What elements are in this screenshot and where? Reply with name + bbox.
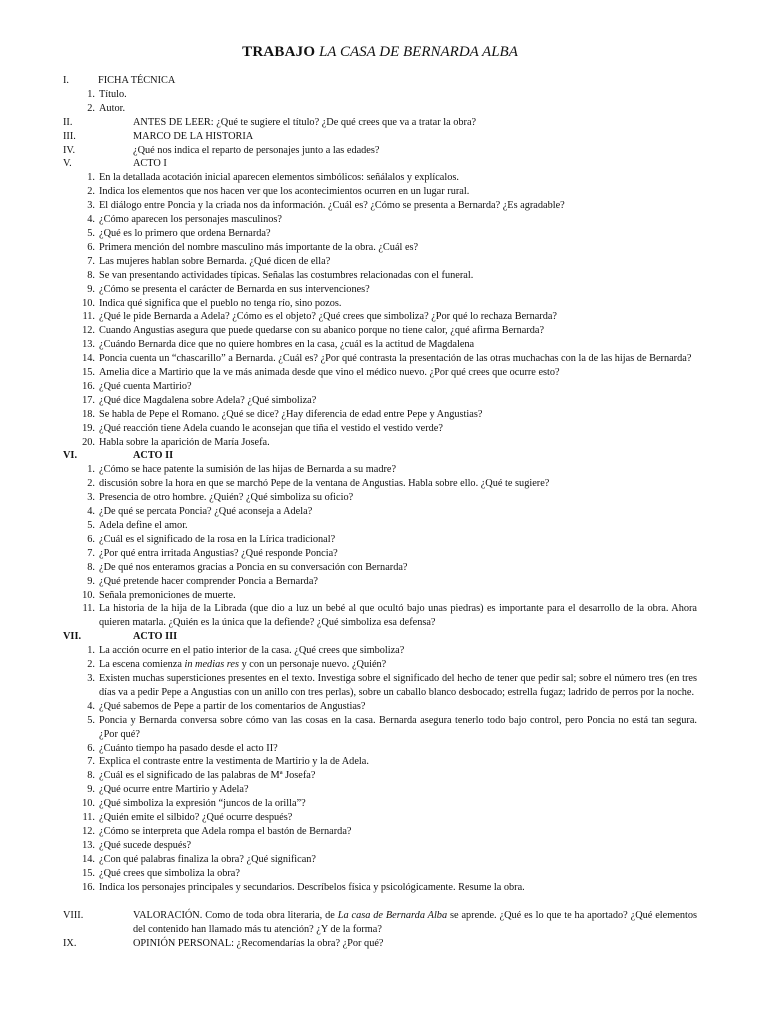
question-item — [63, 825, 697, 839]
question-item — [63, 602, 697, 630]
question-text: ¿Cuánto tiempo ha pasado desde el acto II? — [99, 742, 278, 754]
question-text: ¿Cómo se hace patente la sumisión de las hijas de Bernarda a su madre? — [99, 464, 397, 476]
section — [63, 449, 697, 463]
question-item — [63, 422, 697, 436]
document-page — [63, 42, 697, 951]
question-item — [63, 769, 697, 783]
question-number: 15. — [82, 867, 95, 879]
question-text: ¿Qué ocurre entre Martirio y Adela? — [99, 784, 249, 796]
question-number: 13. — [82, 839, 95, 851]
section-text: OPINIÓN PERSONAL: ¿Recomendarías la obra? ¿Por qué? — [133, 938, 384, 950]
section-heading: ¿Qué nos indica el reparto de personajes junto a las edades? — [133, 144, 380, 156]
question-number: 9. — [87, 784, 95, 796]
question-text: Autor. — [99, 102, 126, 114]
question-text: discusión sobre la hora en que se marchó Pepe de la ventana de Angustias. Habla sobre ello. ¿Qué te sugiere? — [99, 478, 550, 490]
question-item — [63, 310, 697, 324]
question-item — [63, 394, 697, 408]
section — [63, 144, 697, 158]
question-text: La acción ocurre en el patio interior de la casa. ¿Qué crees que simboliza? — [99, 645, 405, 657]
question-text: ¿Qué pretende hacer comprender Poncia a Bernarda? — [99, 575, 318, 587]
question-number: 14. — [82, 853, 95, 865]
question-number: 7. — [87, 547, 95, 559]
question-list — [63, 88, 697, 116]
question-item — [63, 171, 697, 185]
valoracion-work: La casa de Bernarda Alba — [337, 910, 448, 922]
question-item — [63, 491, 697, 505]
question-number: 9. — [87, 283, 95, 295]
question-number: 2. — [87, 478, 95, 490]
question-item — [63, 255, 697, 269]
question-item — [63, 463, 697, 477]
question-text: Habla sobre la aparición de María Josefa. — [99, 436, 270, 448]
question-text: Explica el contraste entre la vestimenta de Martirio y la de Adela. — [99, 756, 369, 768]
question-item — [63, 547, 697, 561]
question-item — [63, 853, 697, 867]
question-item — [63, 241, 697, 255]
question-item — [63, 366, 697, 380]
question-item — [63, 881, 697, 895]
question-text: Título. — [99, 88, 127, 100]
question-number: 6. — [87, 742, 95, 754]
question-text: La historia de la hija de la Librada (que dio a luz un bebé al que ocultó bajo unas piedras) es importante para el desarrollo de la obra. Ahora quieren matarla. ¿Quién es la única que la defiende? ¿Qué simboliza esa defensa? — [99, 603, 697, 629]
question-number: 4. — [87, 214, 95, 226]
question-text: Cuando Angustias asegura que puede quedarse con su abanico porque no tiene calor, ¿qué afirma Bernarda? — [99, 325, 545, 337]
question-text: Primera mención del nombre masculino más importante de la obra. ¿Cuál es? — [99, 241, 419, 253]
question-number: 2. — [87, 102, 95, 114]
sections-container — [63, 74, 697, 894]
question-number: 8. — [87, 561, 95, 573]
question-text: ¿Quién emite el silbido? ¿Qué ocurre después? — [99, 812, 293, 824]
question-item — [63, 867, 697, 881]
question-number: 10. — [82, 589, 95, 601]
question-text: Presencia de otro hombre. ¿Quién? ¿Qué simboliza su oficio? — [99, 492, 354, 504]
question-number: 11. — [82, 812, 95, 824]
question-number: 8. — [87, 269, 95, 281]
section-heading: MARCO DE LA HISTORIA — [133, 130, 254, 142]
question-number: 6. — [87, 241, 95, 253]
question-item — [63, 269, 697, 283]
question-number: 14. — [82, 353, 95, 365]
question-number: 3. — [87, 672, 95, 684]
question-number: 3. — [87, 492, 95, 504]
question-number: 4. — [87, 506, 95, 518]
question-text: ¿Con qué palabras finaliza la obra? ¿Qué significan? — [99, 853, 316, 865]
question-text: ¿De qué se percata Poncia? ¿Qué aconseja a Adela? — [99, 506, 313, 518]
question-item — [63, 505, 697, 519]
question-item — [63, 589, 697, 603]
question-text: Poncia cuenta un “chascarillo” a Bernarda. ¿Cuál es? ¿Por qué contrasta la presentación de las otras muchachas con la de las hijas de Bernarda? — [99, 353, 692, 365]
question-text: Se habla de Pepe el Romano. ¿Qué se dice? ¿Hay diferencia de edad entre Pepe y Angustias? — [99, 408, 483, 420]
question-text: Indica los elementos que nos hacen ver que los acontecimientos ocurren en un lugar rural. — [99, 186, 470, 198]
question-item — [63, 324, 697, 338]
question-item — [63, 561, 697, 575]
question-number: 15. — [82, 367, 95, 379]
question-text: ¿Cómo aparecen los personajes masculinos? — [99, 214, 282, 226]
question-text: ¿Cuál es el significado de las palabras de Mª Josefa? — [99, 770, 316, 782]
question-text: ¿Qué crees que simboliza la obra? — [99, 867, 240, 879]
question-number: 5. — [87, 520, 95, 531]
question-number: 10. — [82, 798, 95, 810]
section-heading: ANTES DE LEER: ¿Qué te sugiere el título? ¿De qué crees que va a tratar la obra? — [133, 116, 477, 128]
question-text: ¿Cómo se interpreta que Adela rompa el bastón de Bernarda? — [99, 825, 352, 837]
question-text: ¿Qué simboliza la expresión “juncos de la orilla”? — [99, 798, 306, 810]
question-item — [63, 742, 697, 756]
section-number: VI. — [63, 450, 78, 462]
question-text: Adela define el amor. — [99, 520, 188, 531]
question-item — [63, 477, 697, 491]
question-number: 16. — [82, 380, 95, 392]
title-prefix: TRABAJO — [242, 44, 316, 60]
question-text: ¿Qué dice Magdalena sobre Adela? ¿Qué simboliza? — [99, 394, 317, 406]
question-number: 2. — [87, 659, 95, 671]
section — [63, 130, 697, 144]
question-number: 18. — [82, 408, 95, 420]
question-text: La escena comienza in medias res y con un personaje nuevo. ¿Quién? — [99, 659, 387, 671]
section-number: VIII. — [63, 910, 84, 922]
question-item — [63, 672, 697, 700]
question-number: 20. — [82, 436, 95, 448]
question-item — [63, 783, 697, 797]
question-item — [63, 575, 697, 589]
question-text: Indica qué significa que el pueblo no tenga río, sino pozos. — [99, 297, 342, 309]
section-heading: ACTO II — [133, 450, 174, 462]
question-item — [63, 700, 697, 714]
section-number: VII. — [63, 631, 82, 643]
question-text: Poncia y Bernarda conversa sobre cómo van las cosas en la casa. Bernarda asegura tenerlo todo bajo control, pero Poncia no está tan segura. ¿Por qué? — [99, 714, 697, 740]
question-number: 6. — [87, 533, 95, 545]
section-heading: ACTO I — [133, 158, 167, 170]
question-number: 5. — [87, 714, 95, 726]
section-number: IX. — [63, 938, 77, 950]
section-number: I. — [63, 75, 70, 86]
question-number: 1. — [87, 88, 95, 100]
question-number: 12. — [82, 325, 95, 337]
question-number: 19. — [82, 422, 95, 434]
question-item — [63, 213, 697, 227]
question-item — [63, 185, 697, 199]
question-number: 11. — [82, 603, 95, 615]
question-item — [63, 408, 697, 422]
valoracion-before: VALORACIÓN. Como de toda obra literaria, de — [133, 910, 338, 922]
question-number: 2. — [87, 186, 95, 198]
question-number: 7. — [87, 756, 95, 768]
question-text: ¿Qué le pide Bernarda a Adela? ¿Cómo es el objeto? ¿Qué crees que simboliza? ¿Por qué lo rechaza Bernarda? — [99, 311, 557, 323]
question-item — [63, 714, 697, 742]
question-item — [63, 797, 697, 811]
section-valoracion — [63, 909, 697, 937]
question-number: 7. — [87, 255, 95, 267]
question-item — [63, 658, 697, 672]
question-number: 11. — [82, 311, 95, 323]
question-text: Las mujeres hablan sobre Bernarda. ¿Qué dicen de ella? — [99, 255, 331, 267]
question-text: Existen muchas supersticiones presentes en el texto. Investiga sobre el significado del hecho de tener que pedir sal; sobre el número tres (en tres días va a pedir Pepe a Angustias con un anillo con tres perlas), sobre un caballo blanco desbocado; estrella fugaz; ladrido de perros por la noche. — [99, 672, 697, 698]
question-item — [63, 533, 697, 547]
question-number: 1. — [87, 464, 95, 476]
question-item — [63, 436, 697, 450]
section-heading: FICHA TÉCNICA — [98, 75, 176, 86]
question-number: 4. — [87, 700, 95, 712]
question-item — [63, 338, 697, 352]
question-text: ¿Qué es lo primero que ordena Bernarda? — [99, 227, 271, 239]
question-number: 1. — [87, 645, 95, 657]
section — [63, 157, 697, 171]
document-title — [63, 42, 697, 62]
question-text: El diálogo entre Poncia y la criada nos da información. ¿Cuál es? ¿Cómo se presenta a Bernarda? ¿Es agradable? — [99, 200, 565, 212]
question-text: Se van presentando actividades típicas. Señalas las costumbres relacionadas con el funeral. — [99, 269, 474, 281]
question-text: ¿Por qué entra irritada Angustias? ¿Qué responde Poncia? — [99, 547, 338, 559]
question-text: Amelia dice a Martirio que la ve más animada desde que vino el médico nuevo. ¿Por qué crees que ocurre esto? — [99, 367, 560, 379]
question-number: 17. — [82, 394, 95, 406]
section-text — [63, 909, 697, 937]
question-item — [63, 839, 697, 853]
question-text: ¿Qué sucede después? — [99, 839, 192, 851]
question-item — [63, 88, 697, 102]
question-item — [63, 380, 697, 394]
title-work: LA CASA DE BERNARDA ALBA — [318, 44, 518, 60]
section-number: III. — [63, 130, 76, 142]
valoracion-after: se aprende. ¿Qué es lo que te ha aportado? ¿Qué elementos del contenido han llamado más tu atención? ¿Y de la forma? — [133, 910, 697, 936]
section-opinion — [63, 937, 697, 951]
section — [63, 116, 697, 130]
question-text: ¿Qué cuenta Martirio? — [99, 380, 192, 392]
question-item — [63, 755, 697, 769]
question-number: 13. — [82, 339, 95, 351]
question-item — [63, 519, 697, 533]
question-item — [63, 283, 697, 297]
question-number: 12. — [82, 825, 95, 837]
question-list — [63, 171, 697, 449]
question-list — [63, 463, 697, 630]
question-text: ¿De qué nos enteramos gracias a Poncia en su conversación con Bernarda? — [99, 561, 408, 573]
question-text: En la detallada acotación inicial aparecen elementos simbólicos: señálalos y explícalos. — [99, 172, 459, 184]
section-number: IV. — [63, 144, 76, 156]
question-item — [63, 352, 697, 366]
question-text: Indica los personajes principales y secundarios. Descríbelos física y psicológicamente. Resume la obra. — [99, 881, 525, 893]
question-number: 3. — [87, 200, 95, 212]
section-heading: ACTO III — [133, 631, 178, 643]
question-list — [63, 644, 697, 894]
question-number: 9. — [87, 575, 95, 587]
question-text: ¿Cuál es el significado de la rosa en la Lírica tradicional? — [99, 533, 336, 545]
question-item — [63, 199, 697, 213]
question-text: Señala premoniciones de muerte. — [99, 589, 236, 601]
question-item — [63, 811, 697, 825]
question-item — [63, 297, 697, 311]
question-number: 10. — [82, 297, 95, 309]
section — [63, 630, 697, 644]
question-text: ¿Qué reacción tiene Adela cuando le aconsejan que tiña el vestido el vestido verde? — [99, 422, 443, 434]
section-number: II. — [63, 116, 73, 128]
question-item — [63, 227, 697, 241]
question-text: ¿Cómo se presenta el carácter de Bernarda en sus intervenciones? — [99, 283, 370, 295]
question-number: 1. — [87, 172, 95, 184]
question-number: 16. — [82, 881, 95, 893]
question-number: 5. — [87, 227, 95, 239]
question-item — [63, 644, 697, 658]
question-text: ¿Qué sabemos de Pepe a partir de los comentarios de Angustias? — [99, 700, 366, 712]
question-number: 8. — [87, 770, 95, 782]
question-text: ¿Cuándo Bernarda dice que no quiere hombres en la casa, ¿cuál es la actitud de Magdalena — [99, 339, 475, 351]
section-number: V. — [63, 158, 72, 170]
section — [63, 74, 697, 88]
question-item — [63, 102, 697, 116]
